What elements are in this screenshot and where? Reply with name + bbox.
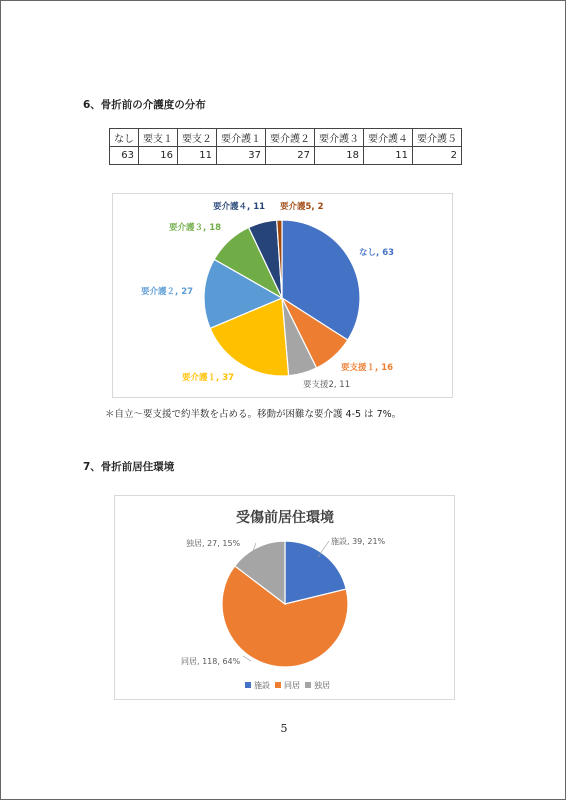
legend-label: 施設 xyxy=(254,681,270,690)
legend-swatch xyxy=(305,682,311,688)
pie-slice-label: 要介護5, 2 xyxy=(280,202,324,212)
living-environment-pie-svg xyxy=(115,496,456,701)
pie-slice-label: 施設, 39, 21% xyxy=(331,537,386,546)
table-header-cell: 要介護３ xyxy=(315,129,364,147)
chart-title: 受傷前居住環境 xyxy=(236,510,334,526)
pie-slice-label: 要支援2, 11 xyxy=(303,380,351,390)
table-cell: 2 xyxy=(413,147,462,165)
pie-slice-label: 要介護３, 18 xyxy=(169,223,222,233)
table-cell: 18 xyxy=(315,147,364,165)
pie-slice-label: 独居, 27, 15% xyxy=(186,539,241,548)
table-header-cell: 要介護５ xyxy=(413,129,462,147)
table-cell: 11 xyxy=(364,147,413,165)
pie-slice-label: 要介護１, 37 xyxy=(182,373,235,383)
table-cell: 63 xyxy=(110,147,139,165)
section-6-heading: 6、骨折前の介護度の分布 xyxy=(83,99,206,111)
pie-slice-label: 要支援１, 16 xyxy=(341,363,394,373)
table-header-row xyxy=(110,129,462,147)
table-header-cell: 要支２ xyxy=(178,129,217,147)
pie-slice-label: 要介護２, 27 xyxy=(141,287,194,297)
care-level-pie-svg xyxy=(113,194,454,399)
table-header-cell: 要支１ xyxy=(139,129,178,147)
table-header-cell: 要介護２ xyxy=(266,129,315,147)
table-header-cell: 要介護１ xyxy=(217,129,266,147)
table-header-cell: なし xyxy=(110,129,139,147)
table-header-cell: 要介護４ xyxy=(364,129,413,147)
legend-label: 独居 xyxy=(314,681,330,690)
care-level-table xyxy=(109,128,462,165)
pie-slice-label: 同居, 118, 64% xyxy=(181,657,241,666)
pie-slice-label: なし, 63 xyxy=(359,248,395,258)
legend-label: 同居 xyxy=(284,681,300,690)
table-cell: 27 xyxy=(266,147,315,165)
table-cell: 16 xyxy=(139,147,178,165)
living-environment-pie-chart xyxy=(114,495,455,700)
legend-swatch xyxy=(245,682,251,688)
pie-slice-label: 要介護４, 11 xyxy=(213,202,266,212)
table-row xyxy=(110,147,462,165)
care-level-pie-chart xyxy=(112,193,453,398)
legend-swatch xyxy=(275,682,281,688)
table-cell: 37 xyxy=(217,147,266,165)
summary-note: ＊自立～要支援で約半数を占める。移動が困難な要介護 4-5 は 7%。 xyxy=(105,409,402,420)
table-cell: 11 xyxy=(178,147,217,165)
section-7-heading: 7、骨折前居住環境 xyxy=(83,461,175,473)
page-number: 5 xyxy=(280,722,288,735)
